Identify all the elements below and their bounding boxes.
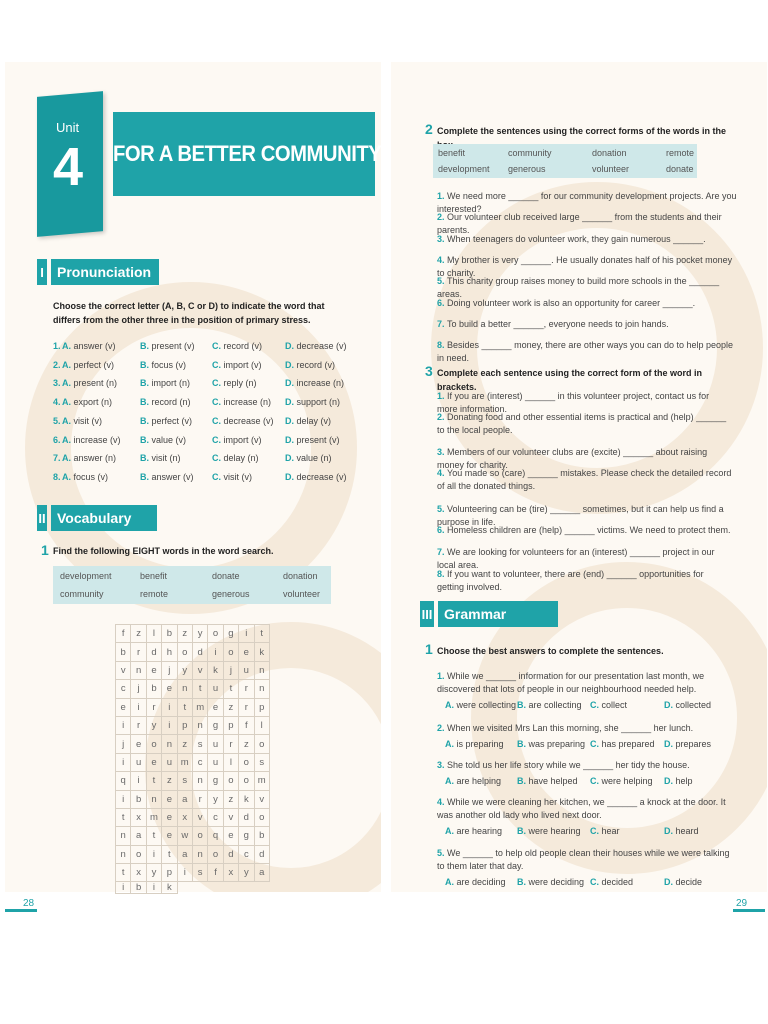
vocab-ex1-instruction: Find the following EIGHT words in the word search.: [53, 546, 274, 556]
answer-option: D. heard: [664, 826, 699, 836]
grid-letter: e: [162, 809, 177, 827]
grid-letter: r: [131, 717, 146, 735]
answer-option: C. increase (n): [212, 397, 272, 408]
grid-letter: u: [208, 680, 223, 698]
grid-letter: n: [116, 846, 131, 864]
grid-letter: k: [239, 791, 254, 809]
box-word: generous: [508, 164, 546, 174]
grid-letter: l: [147, 625, 162, 643]
pronunciation-instruction: Choose the correct letter (A, B, C or D) to indicate the word that differs from the other three in the position of primary stress.: [53, 301, 325, 325]
grid-letter: n: [178, 680, 193, 698]
grid-letter: o: [255, 809, 270, 827]
grid-letter: j: [116, 735, 131, 753]
grid-letter: n: [131, 662, 146, 680]
sentence: 6. Doing volunteer work is also an opportunity for career ______.: [437, 297, 696, 308]
grid-letter: d: [224, 846, 239, 864]
grid-letter: i: [162, 717, 177, 735]
answer-option: C. delay (n): [212, 453, 259, 464]
grid-letter: a: [255, 864, 270, 882]
grid-letter: v: [193, 809, 208, 827]
grid-letter: b: [131, 882, 146, 894]
grid-letter: x: [178, 809, 193, 827]
answer-option: C. import (v): [212, 359, 262, 370]
grid-letter: t: [147, 827, 162, 845]
answer-option: C. hear: [590, 826, 620, 836]
grid-letter: i: [208, 643, 223, 661]
grid-letter: n: [255, 680, 270, 698]
vocab-word: volunteer: [283, 589, 321, 599]
answer-option: B. was preparing: [517, 739, 586, 749]
grid-letter: t: [116, 864, 131, 882]
grid-letter: u: [239, 662, 254, 680]
grid-letter: e: [224, 827, 239, 845]
grid-letter: k: [255, 643, 270, 661]
answer-option: B. import (n): [140, 378, 191, 389]
question-text: 3. She told us her life story while we ______ her tidy the house.: [437, 760, 690, 770]
grid-letter: o: [239, 754, 254, 772]
grid-letter: f: [239, 717, 254, 735]
answer-option: D. support (n): [285, 397, 341, 408]
grid-letter: t: [147, 772, 162, 790]
grid-letter: v: [193, 662, 208, 680]
grid-letter: s: [178, 772, 193, 790]
answer-option: D. increase (n): [285, 378, 345, 389]
grid-letter: r: [131, 643, 146, 661]
grid-letter: v: [224, 809, 239, 827]
grammar-ex1-instruction: Choose the best answers to complete the sentences.: [437, 646, 664, 656]
grid-letter: z: [224, 699, 239, 717]
answer-option: B. record (n): [140, 397, 191, 408]
grid-letter: i: [116, 882, 131, 894]
answer-option: B. have helped: [517, 776, 578, 786]
grid-letter: u: [162, 754, 177, 772]
question-number: 6.: [53, 434, 61, 445]
answer-option: B. focus (v): [140, 359, 187, 370]
grid-letter: u: [208, 735, 223, 753]
answer-option: A. is preparing: [445, 739, 504, 749]
unit-number: 4: [53, 137, 84, 197]
grid-letter: y: [147, 717, 162, 735]
grid-letter: y: [193, 625, 208, 643]
box-word: community: [508, 148, 552, 158]
answer-option: D. delay (v): [285, 415, 332, 426]
grid-letter: s: [193, 735, 208, 753]
grid-letter: v: [116, 662, 131, 680]
grid-letter: c: [208, 809, 223, 827]
answer-option: D. value (n): [285, 453, 332, 464]
grid-letter: z: [239, 735, 254, 753]
grid-letter: z: [162, 772, 177, 790]
grid-letter: m: [147, 809, 162, 827]
sentence: 5. This charity group raises money to build more schools in the ______ areas.: [437, 276, 720, 300]
sentence: 8. Besides ______ money, there are other ways you can do to help people in need.: [437, 340, 734, 364]
section-numeral: I: [37, 259, 47, 285]
answer-option: C. collect: [590, 700, 628, 710]
question-number: 3.: [53, 378, 61, 389]
answer-option: B. answer (v): [140, 471, 194, 482]
grid-letter: s: [193, 864, 208, 882]
question-text: 2. When we visited Mrs Lan this morning, she ______ her lunch.: [437, 723, 694, 733]
grid-letter: d: [147, 643, 162, 661]
grid-letter: n: [193, 772, 208, 790]
grid-letter: t: [193, 680, 208, 698]
grid-letter: n: [193, 846, 208, 864]
answer-option: B. are collecting: [517, 700, 582, 710]
answer-option: A. focus (v): [62, 471, 109, 482]
question-text: 4. While we were cleaning her kitchen, we ______ a knock at the door. It was another old lady who lived next door.: [437, 797, 726, 820]
box-word: development: [438, 164, 490, 174]
question-number: 2.: [53, 359, 61, 370]
grid-letter: k: [162, 882, 177, 894]
grid-letter: e: [208, 699, 223, 717]
answer-option: A. export (n): [62, 397, 113, 408]
grid-letter: c: [239, 846, 254, 864]
question-number: 7.: [53, 453, 61, 464]
section-grammar-header: [420, 601, 558, 627]
grid-letter: e: [162, 680, 177, 698]
exercise-number: 1: [41, 542, 49, 558]
answer-option: C. were helping: [590, 776, 653, 786]
sentence: 6. Homeless children are (help) ______ victims. We need to protect them.: [437, 525, 731, 535]
grid-letter: t: [162, 846, 177, 864]
grid-letter: h: [162, 643, 177, 661]
question-number: 5.: [53, 415, 61, 426]
grid-letter: r: [239, 699, 254, 717]
exercise-number: 1: [425, 641, 433, 657]
grid-letter: g: [239, 827, 254, 845]
grid-letter: i: [116, 717, 131, 735]
grid-letter: m: [178, 754, 193, 772]
answer-option: A. perfect (v): [62, 359, 115, 370]
question-text: 5. We ______ to help old people clean their houses while we were talking to them later that day.: [437, 848, 730, 871]
answer-option: C. record (v): [212, 341, 263, 351]
grid-letter: u: [131, 754, 146, 772]
grid-letter: r: [224, 735, 239, 753]
grid-letter: o: [131, 846, 146, 864]
answer-option: B. were hearing: [517, 826, 581, 836]
grid-letter: n: [193, 717, 208, 735]
section-title: Grammar: [438, 601, 558, 627]
grid-letter: e: [147, 662, 162, 680]
grid-letter: r: [193, 791, 208, 809]
answer-option: D. decrease (v): [285, 341, 347, 351]
sentence: 2. Our volunteer club received large ______ from the students and their parents.: [437, 212, 722, 236]
grid-letter: b: [255, 827, 270, 845]
page-number-right: 29: [736, 898, 748, 909]
grid-letter: p: [224, 717, 239, 735]
grid-letter: l: [224, 754, 239, 772]
box-word: donation: [592, 148, 627, 158]
answer-option: D. collected: [664, 700, 712, 710]
section-numeral: III: [420, 601, 434, 627]
grid-letter: z: [178, 735, 193, 753]
grid-letter: i: [147, 882, 162, 894]
answer-option: C. decrease (v): [212, 415, 274, 426]
answer-option: D. prepares: [664, 739, 712, 749]
grid-letter: x: [224, 864, 239, 882]
grid-letter: i: [147, 846, 162, 864]
grid-letter: z: [178, 625, 193, 643]
grid-letter: l: [255, 717, 270, 735]
answer-option: A. answer (n): [62, 453, 117, 464]
grid-letter: o: [208, 625, 223, 643]
grid-letter: e: [116, 699, 131, 717]
grid-letter: g: [208, 717, 223, 735]
page-number-left: 28: [23, 898, 35, 909]
answer-option: A. are helping: [445, 776, 502, 786]
sentence: 1. We need more ______ for our community development projects. Are you interested?: [437, 191, 737, 214]
vocab-word: donate: [212, 571, 240, 581]
grid-letter: j: [162, 662, 177, 680]
grid-letter: o: [178, 643, 193, 661]
answer-option: B. were deciding: [517, 877, 585, 887]
sentence: 4. You made so (care) ______ mistakes. Please check the detailed record of all the donated things.: [437, 468, 732, 491]
grid-letter: x: [131, 864, 146, 882]
grid-letter: a: [178, 791, 193, 809]
question-number: 1.: [53, 341, 61, 351]
grid-letter: c: [116, 680, 131, 698]
grid-letter: m: [193, 699, 208, 717]
answer-option: C. decided: [590, 877, 634, 887]
grid-letter: d: [193, 643, 208, 661]
grid-letter: m: [255, 772, 270, 790]
question-number: 8.: [53, 471, 61, 482]
answer-option: D. decrease (v): [285, 471, 347, 482]
answer-option: A. visit (v): [62, 415, 103, 426]
grid-letter: e: [239, 643, 254, 661]
grid-letter: e: [162, 791, 177, 809]
section-vocabulary-header: [37, 505, 157, 531]
answer-option: C. import (v): [212, 434, 262, 445]
grid-letter: b: [147, 680, 162, 698]
grid-letter: j: [131, 680, 146, 698]
grid-letter: v: [255, 791, 270, 809]
grid-letter: i: [178, 864, 193, 882]
sentence: 3. When teenagers do volunteer work, they gain numerous ______.: [437, 233, 706, 244]
exercise-number: 2: [425, 121, 433, 137]
sentence: 2. Donating food and other essential items is practical and (help) ______ to the local people.: [437, 412, 727, 435]
grid-letter: o: [224, 643, 239, 661]
grid-letter: w: [178, 827, 193, 845]
answer-option: B. perfect (v): [140, 415, 193, 426]
grid-letter: p: [162, 864, 177, 882]
sentence: 1. If you are (interest) ______ in this volunteer project, contact us for more information.: [437, 391, 710, 414]
vocab-word: community: [60, 589, 104, 599]
grid-letter: o: [239, 772, 254, 790]
grid-letter: e: [147, 754, 162, 772]
sentence: 3. Members of our volunteer clubs are (excite) ______ about raising money for charity.: [437, 447, 708, 470]
grid-letter: a: [131, 827, 146, 845]
grid-letter: i: [162, 699, 177, 717]
grid-letter: t: [116, 809, 131, 827]
section-numeral: II: [37, 505, 47, 531]
watermark-circle: [25, 282, 357, 614]
sentence: 5. Volunteering can be (tire) ______ sometimes, but it can help us find a purpose in life.: [437, 504, 724, 527]
grid-letter: n: [255, 662, 270, 680]
grid-letter: t: [255, 625, 270, 643]
grid-letter: t: [224, 680, 239, 698]
grid-letter: y: [147, 864, 162, 882]
grid-letter: q: [208, 827, 223, 845]
grid-letter: p: [255, 699, 270, 717]
sentence: 7. We are looking for volunteers for an (interest) ______ project in our local area.: [437, 547, 715, 570]
page-number-rule: [733, 909, 765, 912]
grid-letter: d: [255, 846, 270, 864]
grid-letter: r: [239, 680, 254, 698]
grid-letter: s: [255, 754, 270, 772]
vocab-word: development: [60, 571, 112, 581]
grid-letter: b: [131, 791, 146, 809]
grid-letter: b: [162, 625, 177, 643]
answer-option: C. reply (n): [212, 378, 257, 389]
vocab-word: donation: [283, 571, 318, 581]
answer-option: D. record (v): [285, 359, 336, 370]
answer-option: C. visit (v): [212, 471, 253, 482]
grid-letter: k: [208, 662, 223, 680]
section-title: Pronunciation: [51, 259, 159, 285]
answer-option: C. has prepared: [590, 739, 655, 749]
answer-option: B. value (v): [140, 434, 187, 445]
grid-letter: u: [208, 754, 223, 772]
answer-option: D. decide: [664, 877, 703, 887]
grid-letter: n: [162, 735, 177, 753]
grid-letter: p: [178, 717, 193, 735]
grid-letter: f: [116, 625, 131, 643]
grid-letter: y: [178, 662, 193, 680]
grid-letter: r: [147, 699, 162, 717]
word-search-grid: [115, 624, 270, 894]
grid-letter: z: [131, 625, 146, 643]
grid-letter: t: [178, 699, 193, 717]
vocab-ex2-instruction: Complete the sentences using the correct forms of the words in the: [437, 126, 727, 136]
vocab-word: remote: [140, 589, 169, 599]
grid-letter: x: [131, 809, 146, 827]
grid-letter: o: [224, 772, 239, 790]
grid-letter: y: [239, 864, 254, 882]
grid-letter: n: [116, 827, 131, 845]
sentence: 7. To build a better ______, everyone needs to join hands.: [437, 318, 669, 329]
grid-letter: e: [131, 735, 146, 753]
grid-letter: o: [193, 827, 208, 845]
box-word: benefit: [438, 148, 466, 158]
grid-letter: z: [224, 791, 239, 809]
grid-letter: d: [239, 809, 254, 827]
box-word: volunteer: [592, 164, 630, 174]
grid-letter: o: [208, 846, 223, 864]
grid-letter: i: [131, 772, 146, 790]
question-text: 1. While we ______ information for our presentation last month, we discovered that lots of people in our neighbourhood needed help.: [437, 671, 705, 694]
answer-option: A. were collecting: [445, 700, 517, 710]
answer-option: B. visit (n): [140, 453, 181, 464]
grid-letter: b: [116, 643, 131, 661]
section-title: Vocabulary: [51, 505, 157, 531]
answer-option: A. answer (v): [62, 341, 116, 351]
vocab-ex3-instruction: Complete each sentence using the correct form of the word in brackets.: [437, 368, 703, 392]
answer-option: A. are hearing: [445, 826, 503, 836]
sentence: 8. If you want to volunteer, there are (end) ______ opportunities for getting involved.: [437, 569, 704, 592]
grid-letter: g: [208, 772, 223, 790]
answer-option: B. present (v): [140, 341, 195, 351]
answer-option: A. are deciding: [445, 877, 506, 887]
box-word: donate: [666, 164, 694, 174]
grid-letter: n: [147, 791, 162, 809]
grid-letter: i: [116, 791, 131, 809]
grid-letter: a: [178, 846, 193, 864]
grid-letter: o: [147, 735, 162, 753]
grid-letter: c: [193, 754, 208, 772]
answer-option: A. present (n): [62, 378, 118, 389]
unit-title: FOR A BETTER COMMUNITY: [113, 141, 382, 166]
question-number: 4.: [53, 397, 61, 408]
section-pronunciation-header: [37, 259, 159, 285]
exercise-number: 3: [425, 363, 433, 379]
unit-label: Unit: [56, 120, 80, 135]
grid-letter: j: [224, 662, 239, 680]
grid-letter: f: [208, 864, 223, 882]
answer-option: D. present (v): [285, 434, 340, 445]
answer-option: D. help: [664, 776, 693, 786]
grid-letter: e: [162, 827, 177, 845]
page-number-rule: [5, 909, 37, 912]
grid-letter: y: [208, 791, 223, 809]
grid-letter: i: [131, 699, 146, 717]
box-word: remote: [666, 148, 695, 158]
grid-letter: i: [239, 625, 254, 643]
grid-letter: g: [224, 625, 239, 643]
sentence: 4. My brother is very ______. He usually donates half of his pocket money to charity.: [437, 254, 733, 278]
vocab-word: generous: [212, 589, 250, 599]
grid-letter: q: [116, 772, 131, 790]
grid-letter: o: [255, 735, 270, 753]
grid-letter: i: [116, 754, 131, 772]
vocab-word: benefit: [140, 571, 168, 581]
answer-option: A. increase (v): [62, 434, 121, 445]
